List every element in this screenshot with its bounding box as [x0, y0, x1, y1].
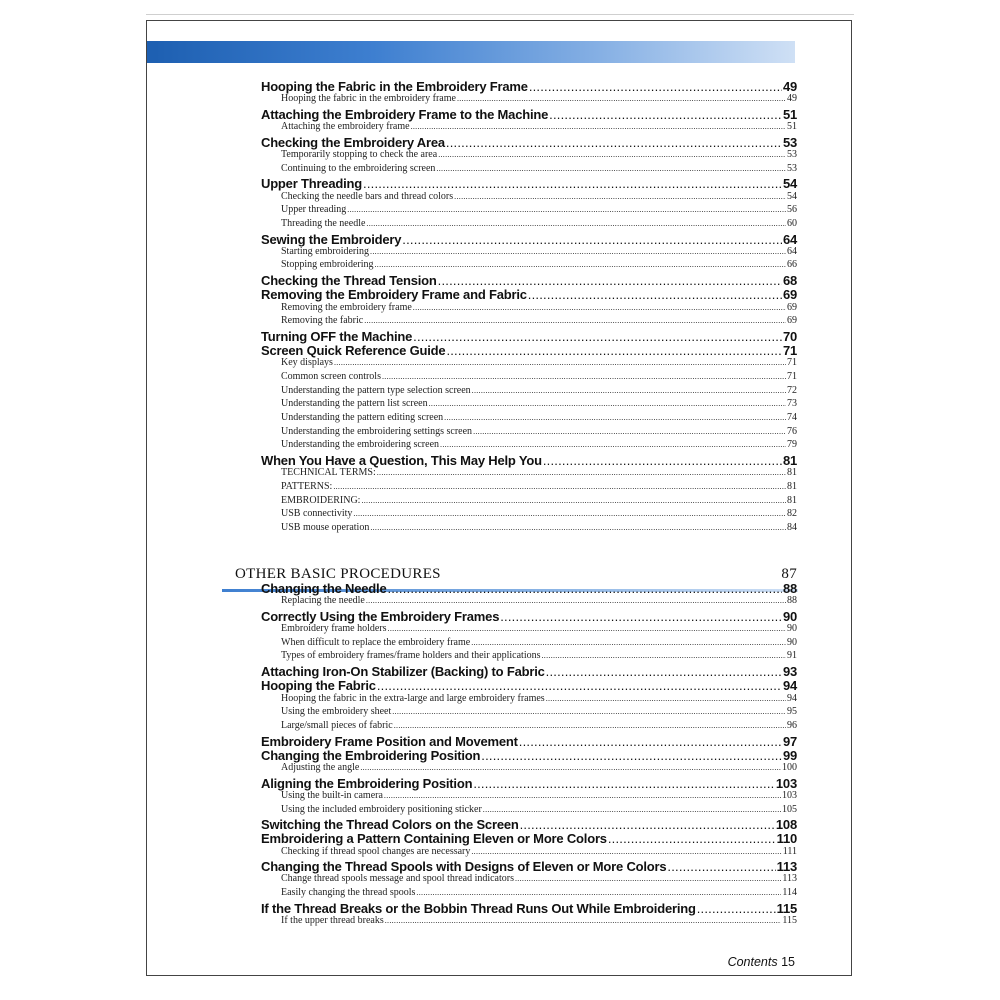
dot-leader	[500, 609, 782, 624]
toc-entry[interactable]	[261, 734, 797, 748]
toc-entry-title: Checking the needle bars and thread colors	[281, 190, 454, 202]
toc-entry-title: Easily changing the thread spools	[281, 887, 416, 899]
dot-leader	[546, 693, 786, 704]
toc-entry[interactable]	[261, 817, 797, 831]
toc-entry-title: Aligning the Embroidering Position	[261, 775, 473, 791]
dot-leader	[440, 439, 786, 450]
toc-entry-page: 113	[776, 859, 797, 875]
toc-entry-page: 105	[782, 803, 797, 815]
toc-subentry[interactable]	[261, 915, 797, 929]
toc-entry-title: Changing the Thread Spools with Designs of Eleven or More Colors	[261, 859, 667, 875]
toc-entry-page: 81	[787, 467, 797, 479]
dot-leader	[382, 371, 786, 382]
toc-entry-title: Large/small pieces of fabric	[281, 719, 393, 731]
dot-leader	[429, 398, 786, 409]
toc-entry-page: 84	[787, 522, 797, 533]
toc-entry-title: Embroidering a Pattern Containing Eleven or More Colors	[261, 831, 607, 847]
toc-subentry[interactable]	[261, 218, 797, 232]
toc-entry-title: Upper threading	[281, 204, 347, 216]
toc-entry-page: 60	[787, 217, 797, 229]
toc-entry-page: 91	[787, 650, 797, 662]
toc-subentry[interactable]	[261, 246, 797, 260]
toc-entry-page: 68	[782, 273, 797, 289]
dot-leader	[416, 887, 781, 898]
toc-entry-page: 70	[782, 328, 797, 344]
toc-entry-title: PATTERNS:	[281, 480, 333, 492]
toc-entry-page: 90	[787, 636, 797, 648]
toc-entry-title: Using the embroidery sheet	[281, 706, 392, 718]
page-footer	[728, 955, 795, 969]
dot-leader	[454, 191, 786, 202]
toc-entry-page: 115	[776, 900, 797, 916]
header-band	[147, 41, 795, 63]
toc-entry-title: Temporarily stopping to check the area	[281, 148, 438, 160]
toc-entry-page: 53	[782, 134, 797, 150]
dot-leader	[370, 522, 786, 533]
toc-entry-page: 88	[782, 581, 797, 596]
toc-entry-page: 66	[787, 259, 797, 271]
toc-entry[interactable]	[261, 831, 797, 845]
toc-entry-page: 53	[787, 148, 797, 160]
toc-entry-page: 76	[787, 425, 797, 437]
toc-entry-title: Stopping embroidering	[281, 259, 374, 271]
dot-leader	[353, 508, 786, 519]
footer-label: Contents	[727, 955, 778, 969]
toc-entry-page: 53	[787, 162, 797, 174]
dot-leader	[366, 595, 786, 606]
dot-leader	[334, 357, 786, 368]
toc-entry-title: Continuing to the embroidering screen	[281, 162, 436, 174]
toc-entry-title: Adjusting the angle	[281, 761, 360, 773]
toc-entry[interactable]	[261, 107, 797, 121]
toc-subentry[interactable]	[261, 790, 797, 804]
dot-leader	[438, 149, 786, 160]
dot-leader	[347, 204, 786, 215]
toc-entry-page: 49	[782, 79, 797, 94]
toc-entry[interactable]	[261, 664, 797, 678]
toc-entry-page: 51	[782, 106, 797, 122]
toc-entry-title: Understanding the pattern editing screen	[281, 412, 444, 423]
toc-entry-title: Change thread spools message and spool thread indicators	[281, 873, 514, 885]
toc-entry-page: 71	[787, 370, 797, 382]
toc-entry-title: Threading the needle	[281, 217, 366, 229]
toc-subentry[interactable]	[261, 385, 797, 399]
dot-leader	[438, 273, 782, 288]
toc-entry-title: Attaching Iron-On Stabilizer (Backing) to Fabric	[261, 664, 545, 680]
toc-entry-page: 64	[787, 245, 797, 257]
toc-entry-page: 74	[787, 412, 797, 423]
toc-entry-title: If the upper thread breaks	[281, 915, 384, 926]
toc-entry-title: Attaching the embroidery frame	[281, 121, 410, 133]
dot-leader	[473, 776, 775, 791]
toc-entry-title: TECHNICAL TERMS:	[281, 467, 376, 479]
toc-entry[interactable]	[261, 79, 797, 93]
dot-leader	[519, 734, 782, 749]
toc-entry-page: 100	[782, 761, 797, 773]
dot-leader	[413, 329, 782, 344]
toc-subentry[interactable]	[261, 121, 797, 135]
toc-entry-page: 69	[787, 301, 797, 313]
toc-subentry[interactable]	[261, 508, 797, 522]
toc-entry-page: 96	[787, 719, 797, 731]
toc-subentry[interactable]	[261, 720, 797, 734]
toc-entry-page: 110	[776, 831, 797, 847]
dot-leader	[483, 804, 781, 815]
dot-leader	[471, 637, 786, 648]
dot-leader	[411, 121, 786, 132]
toc-entry-title: Correctly Using the Embroidery Frames	[261, 608, 500, 624]
toc-entry[interactable]	[261, 176, 797, 190]
toc-entry-title: When difficult to replace the embroidery frame	[281, 636, 471, 648]
dot-leader	[543, 453, 782, 468]
toc-entry-title: Checking the Embroidery Area	[261, 134, 445, 150]
toc-entry-page: 93	[782, 664, 797, 680]
toc-entry-page: 81	[787, 494, 797, 506]
toc-entry-title: Using the built-in camera	[281, 789, 383, 801]
toc-subentry[interactable]	[261, 887, 797, 901]
toc-entry-title: Checking if thread spool changes are necessary	[281, 845, 471, 857]
dot-leader	[667, 859, 775, 874]
dot-leader	[542, 650, 787, 661]
dot-leader	[549, 107, 782, 122]
toc-subentry[interactable]	[261, 846, 797, 860]
toc-subentry[interactable]	[261, 693, 797, 707]
toc-entry-page: 103	[782, 789, 797, 801]
toc-entry-title: Understanding the embroidering settings screen	[281, 425, 473, 437]
toc-entry-title: Types of embroidery frames/frame holders and their applications	[281, 650, 541, 662]
toc-entry-page: 115	[782, 915, 797, 926]
toc-entry-page: 73	[787, 398, 797, 410]
toc-entry-page: 82	[787, 508, 797, 520]
dot-leader	[546, 664, 782, 679]
toc-entry[interactable]	[261, 609, 797, 623]
toc-entry-page: 81	[782, 453, 797, 469]
dot-leader	[388, 581, 782, 596]
dot-leader	[528, 287, 782, 302]
toc-entry-title: Removing the embroidery frame	[281, 301, 412, 313]
toc-subentry[interactable]	[261, 412, 797, 426]
toc-entry[interactable]	[261, 329, 797, 343]
toc-subentry[interactable]	[261, 315, 797, 329]
dot-leader	[473, 426, 786, 437]
toc-subentry[interactable]	[261, 259, 797, 273]
dot-leader	[377, 678, 782, 693]
toc-entry-title: USB connectivity	[281, 508, 353, 520]
dot-leader	[385, 915, 782, 926]
toc-entry[interactable]	[261, 678, 797, 692]
toc-entry-page: 54	[782, 176, 797, 192]
toc-entry-title: Turning OFF the Machine	[261, 328, 413, 344]
toc-entry-title: Starting embroidering	[281, 245, 370, 257]
toc-subentry[interactable]	[261, 204, 797, 218]
toc-entry-page: 99	[782, 747, 797, 763]
dot-leader	[375, 259, 787, 270]
dot-leader	[363, 176, 782, 191]
toc-entry-page: 90	[782, 608, 797, 624]
section-page: 87	[781, 566, 797, 582]
toc-entry-title: Hooping the fabric in the extra-large and large embroidery frames	[281, 692, 545, 704]
toc-subentry[interactable]	[261, 426, 797, 440]
dot-leader	[529, 79, 782, 94]
toc-entry[interactable]	[261, 901, 797, 915]
toc-entry-page: 69	[787, 315, 797, 327]
toc-entry-title: Switching the Thread Colors on the Screen	[261, 817, 519, 833]
toc-entry-title: Embroidery Frame Position and Movement	[261, 733, 518, 749]
dot-leader	[446, 343, 782, 358]
toc-subentry[interactable]	[261, 191, 797, 205]
dot-leader	[361, 495, 786, 506]
toc-subentry[interactable]	[261, 302, 797, 316]
toc-list-top	[261, 79, 797, 536]
toc-entry-title: Hooping the Fabric in the Embroidery Frame	[261, 79, 528, 94]
toc-entry-title: Hooping the fabric in the embroidery frame	[281, 93, 456, 105]
toc-list-bottom	[261, 581, 797, 929]
toc-entry-page: 90	[787, 623, 797, 635]
top-rule	[146, 14, 854, 15]
toc-entry-page: 88	[787, 595, 797, 607]
toc-entry-page: 79	[787, 439, 797, 451]
dot-leader	[457, 93, 786, 104]
toc-subentry[interactable]	[261, 398, 797, 412]
toc-entry-title: Using the included embroidery positioning sticker	[281, 803, 482, 815]
dot-leader	[402, 232, 782, 247]
toc-subentry[interactable]	[261, 595, 797, 609]
toc-subentry[interactable]	[261, 804, 797, 818]
toc-subentry[interactable]	[261, 439, 797, 453]
toc-subentry[interactable]	[261, 522, 797, 536]
toc-subentry[interactable]	[261, 163, 797, 177]
dot-leader	[608, 831, 776, 846]
manual-page	[146, 20, 852, 976]
toc-entry[interactable]	[261, 343, 797, 357]
toc-entry-page: 111	[782, 845, 797, 857]
dot-leader	[436, 163, 786, 174]
toc-entry-title: EMBROIDERING:	[281, 494, 361, 506]
toc-entry-title: Understanding the pattern list screen	[281, 398, 428, 410]
toc-subentry[interactable]	[261, 357, 797, 371]
toc-entry-title: Screen Quick Reference Guide	[261, 343, 446, 359]
toc-entry-title: Removing the Embroidery Frame and Fabric	[261, 287, 527, 303]
toc-entry-page: 95	[787, 706, 797, 718]
toc-entry-page: 94	[782, 678, 797, 694]
toc-entry-title: Sewing the Embroidery	[261, 231, 402, 247]
toc-entry-page: 69	[782, 287, 797, 303]
dot-leader	[394, 720, 786, 731]
toc-entry-title: Changing the Embroidering Position	[261, 747, 481, 763]
toc-entry[interactable]	[261, 453, 797, 467]
toc-entry[interactable]	[261, 776, 797, 790]
toc-entry-page: 49	[787, 93, 797, 105]
toc-entry-title: Understanding the pattern type selection screen	[281, 384, 471, 396]
toc-entry-title: USB mouse operation	[281, 522, 370, 533]
section-title: OTHER BASIC PROCEDURES	[235, 566, 441, 582]
dot-leader	[472, 385, 786, 396]
toc-subentry[interactable]	[261, 467, 797, 481]
toc-subentry[interactable]	[261, 149, 797, 163]
toc-entry-page: 113	[782, 873, 797, 885]
toc-entry-page: 64	[782, 231, 797, 247]
dot-leader	[377, 467, 786, 478]
toc-entry-page: 71	[787, 357, 797, 369]
toc-entry-title: Changing the Needle	[261, 581, 387, 596]
dot-leader	[360, 762, 781, 773]
toc-entry-title: Embroidery frame holders	[281, 623, 387, 635]
toc-entry-title: Checking the Thread Tension	[261, 273, 437, 289]
toc-subentry[interactable]	[261, 650, 797, 664]
toc-subentry[interactable]	[261, 623, 797, 637]
toc-entry-page: 72	[787, 384, 797, 396]
toc-entry-page: 56	[787, 204, 797, 216]
dot-leader	[481, 748, 782, 763]
toc-entry-page: 71	[782, 343, 797, 359]
toc-entry-title: Attaching the Embroidery Frame to the Machine	[261, 106, 549, 122]
toc-entry-page: 103	[775, 775, 797, 791]
dot-leader	[333, 481, 786, 492]
toc-subentry[interactable]	[261, 371, 797, 385]
dot-leader	[515, 873, 781, 884]
dot-leader	[384, 790, 781, 801]
toc-entry-page: 108	[775, 817, 797, 833]
toc-subentry[interactable]	[261, 93, 797, 107]
toc-entry-page: 51	[787, 121, 797, 133]
toc-entry-page: 94	[787, 692, 797, 704]
dot-leader	[444, 412, 786, 423]
dot-leader	[520, 817, 775, 832]
toc-subentry[interactable]	[261, 495, 797, 509]
toc-entry[interactable]	[261, 748, 797, 762]
dot-leader	[388, 623, 786, 634]
toc-subentry[interactable]	[261, 637, 797, 651]
toc-subentry[interactable]	[261, 762, 797, 776]
dot-leader	[446, 135, 782, 150]
toc-entry[interactable]	[261, 232, 797, 246]
dot-leader	[370, 246, 786, 257]
dot-leader	[697, 901, 776, 916]
dot-leader	[392, 706, 786, 717]
toc-entry-title: Removing the fabric	[281, 315, 364, 327]
toc-entry-title: Key displays	[281, 357, 333, 369]
toc-entry-title: Understanding the embroidering screen	[281, 439, 440, 451]
toc-entry[interactable]	[261, 135, 797, 149]
toc-entry-title: Hooping the Fabric	[261, 678, 376, 694]
toc-entry[interactable]	[261, 273, 797, 287]
page-number: 15	[781, 955, 795, 969]
dot-leader	[366, 218, 786, 229]
dot-leader	[364, 315, 786, 326]
toc-entry-title: Replacing the needle	[281, 595, 365, 607]
toc-entry[interactable]	[261, 859, 797, 873]
toc-entry-title: If the Thread Breaks or the Bobbin Thread Runs Out While Embroidering	[261, 900, 696, 916]
toc-subentry[interactable]	[261, 873, 797, 887]
toc-entry-page: 97	[782, 733, 797, 749]
dot-leader	[471, 846, 781, 857]
toc-entry-page: 54	[787, 190, 797, 202]
dot-leader	[413, 302, 786, 313]
toc-entry[interactable]	[261, 581, 797, 595]
toc-entry-page: 81	[787, 480, 797, 492]
toc-entry-title: Common screen controls	[281, 370, 381, 382]
toc-entry-page: 114	[782, 887, 797, 899]
toc-entry-title: Upper Threading	[261, 176, 363, 192]
toc-entry[interactable]	[261, 287, 797, 301]
toc-subentry[interactable]	[261, 706, 797, 720]
toc-subentry[interactable]	[261, 481, 797, 495]
toc-entry-title: When You Have a Question, This May Help You	[261, 453, 542, 469]
